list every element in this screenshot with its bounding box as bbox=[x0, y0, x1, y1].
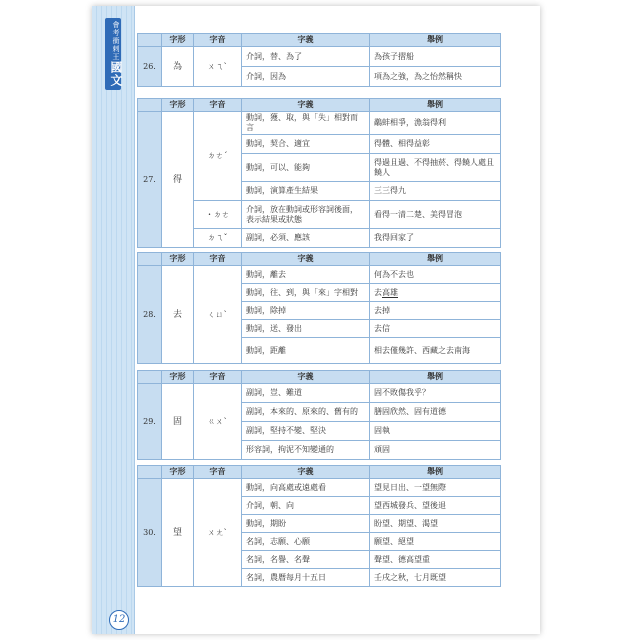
entry-character: 得 bbox=[162, 112, 194, 248]
meaning-cell: 名詞，志願、心願 bbox=[242, 533, 370, 551]
meaning-cell: 介詞，替、為了 bbox=[242, 47, 370, 67]
header-example: 舉例 bbox=[370, 34, 501, 47]
example-cell: 三三得九 bbox=[370, 182, 501, 201]
meaning-cell: 名詞，名譽、名聲 bbox=[242, 551, 370, 569]
table-header-row bbox=[138, 253, 501, 266]
entry-sound: ㄉㄜˊ bbox=[194, 112, 242, 201]
entry-number: 30. bbox=[138, 479, 162, 587]
book-label bbox=[105, 18, 121, 90]
entry-number: 27. bbox=[138, 112, 162, 248]
table-row bbox=[138, 479, 501, 497]
example-cell: 望見日出、一望無際 bbox=[370, 479, 501, 497]
meaning-cell: 副詞，本來的、原來的、舊有的 bbox=[242, 403, 370, 422]
example-cell: 項為之強，為之怡然稱快 bbox=[370, 67, 501, 87]
meaning-cell: 介詞，因為 bbox=[242, 67, 370, 87]
header-sound: 字音 bbox=[194, 34, 242, 47]
page-spine-decoration bbox=[92, 6, 135, 634]
header-char: 字形 bbox=[162, 253, 194, 266]
header-num bbox=[138, 253, 162, 266]
example-cell: 願望、絕望 bbox=[370, 533, 501, 551]
example-cell: 看得一清二楚、美得冒泡 bbox=[370, 201, 501, 229]
example-cell: 去信 bbox=[370, 320, 501, 338]
table-row bbox=[138, 266, 501, 284]
example-cell: 壬戌之秋，七月既望 bbox=[370, 569, 501, 587]
meaning-cell: 動詞，距離 bbox=[242, 338, 370, 364]
table-row bbox=[138, 47, 501, 67]
entry-sound: ㄑㄩˋ bbox=[194, 266, 242, 364]
example-cell: 固執 bbox=[370, 422, 501, 441]
header-meaning: 字義 bbox=[242, 371, 370, 384]
header-example: 舉例 bbox=[370, 466, 501, 479]
meaning-cell: 名詞，農曆每月十五日 bbox=[242, 569, 370, 587]
entry-sound: ・ㄉㄜ bbox=[194, 201, 242, 229]
example-cell: 去掉 bbox=[370, 302, 501, 320]
header-example: 舉例 bbox=[370, 253, 501, 266]
meaning-cell: 動詞，送、發出 bbox=[242, 320, 370, 338]
meaning-cell: 形容詞，拘泥不知變通的 bbox=[242, 441, 370, 460]
header-meaning: 字義 bbox=[242, 253, 370, 266]
meaning-cell: 動詞，可以、能夠 bbox=[242, 154, 370, 182]
header-char: 字形 bbox=[162, 99, 194, 112]
example-cell: 盼望、期望、渴望 bbox=[370, 515, 501, 533]
example-cell: 我得回家了 bbox=[370, 229, 501, 248]
page-number: 12 bbox=[109, 610, 129, 630]
meaning-cell: 介詞，朝、向 bbox=[242, 497, 370, 515]
book-series-label: 會考衝刺王 bbox=[112, 21, 120, 61]
header-char: 字形 bbox=[162, 371, 194, 384]
meaning-cell: 動詞，離去 bbox=[242, 266, 370, 284]
meaning-cell: 動詞，獲、取，與「失」相對而言 bbox=[242, 112, 370, 135]
header-num bbox=[138, 371, 162, 384]
entry-sound: ㄍㄨˋ bbox=[194, 384, 242, 460]
entry-sound: ㄉㄟˇ bbox=[194, 229, 242, 248]
entry-table-26 bbox=[137, 33, 501, 87]
table-row bbox=[138, 384, 501, 403]
entry-sound: ㄨㄤˋ bbox=[194, 479, 242, 587]
table-header-row bbox=[138, 34, 501, 47]
example-cell: 膳固欣然、固有道德 bbox=[370, 403, 501, 422]
underlined-example-text: 高雄 bbox=[382, 287, 398, 297]
entry-character: 去 bbox=[162, 266, 194, 364]
table-row bbox=[138, 112, 501, 135]
example-cell: 頑固 bbox=[370, 441, 501, 460]
entry-table-28 bbox=[137, 252, 501, 364]
example-cell: 望西城發兵、望後退 bbox=[370, 497, 501, 515]
entry-character: 為 bbox=[162, 47, 194, 87]
header-sound: 字音 bbox=[194, 371, 242, 384]
meaning-cell: 副詞，必須、應該 bbox=[242, 229, 370, 248]
example-cell: 得過且過、不得抽菸、得饒人處且饒人 bbox=[370, 154, 501, 182]
entry-table-27 bbox=[137, 98, 501, 248]
meaning-cell: 動詞，向高處或遠處看 bbox=[242, 479, 370, 497]
entry-number: 29. bbox=[138, 384, 162, 460]
meaning-cell: 動詞，往、到，與「來」字相對 bbox=[242, 284, 370, 302]
example-cell: 固不敗傷我乎？ bbox=[370, 384, 501, 403]
header-num bbox=[138, 34, 162, 47]
entry-character: 望 bbox=[162, 479, 194, 587]
table-header-row bbox=[138, 466, 501, 479]
header-char: 字形 bbox=[162, 34, 194, 47]
example-cell bbox=[370, 284, 501, 302]
header-example: 舉例 bbox=[370, 99, 501, 112]
meaning-cell: 動詞，契合、適宜 bbox=[242, 135, 370, 154]
example-cell: 何為不去也 bbox=[370, 266, 501, 284]
entry-number: 26. bbox=[138, 47, 162, 87]
book-subject-label: 國文 bbox=[109, 61, 123, 87]
header-meaning: 字義 bbox=[242, 466, 370, 479]
entry-table-30 bbox=[137, 465, 501, 587]
header-sound: 字音 bbox=[194, 99, 242, 112]
meaning-cell: 介詞，放在動詞或形容詞後面，表示結果或狀態 bbox=[242, 201, 370, 229]
meaning-cell: 動詞，期盼 bbox=[242, 515, 370, 533]
meaning-cell: 動詞，除掉 bbox=[242, 302, 370, 320]
header-num bbox=[138, 466, 162, 479]
entry-sound: ㄨㄟˋ bbox=[194, 47, 242, 87]
header-meaning: 字義 bbox=[242, 34, 370, 47]
header-example: 舉例 bbox=[370, 371, 501, 384]
example-text: 去 bbox=[374, 287, 382, 297]
header-sound: 字音 bbox=[194, 253, 242, 266]
example-cell: 鷸蚌相爭，漁翁得利 bbox=[370, 112, 501, 135]
entry-character: 固 bbox=[162, 384, 194, 460]
table-header-row bbox=[138, 99, 501, 112]
entry-table-29 bbox=[137, 370, 501, 460]
header-sound: 字音 bbox=[194, 466, 242, 479]
example-cell: 為孩子摺船 bbox=[370, 47, 501, 67]
header-char: 字形 bbox=[162, 466, 194, 479]
example-cell: 得體、相得益彰 bbox=[370, 135, 501, 154]
header-num bbox=[138, 99, 162, 112]
example-cell: 相去僅幾許、西藏之去南海 bbox=[370, 338, 501, 364]
meaning-cell: 副詞，豈、難道 bbox=[242, 384, 370, 403]
header-meaning: 字義 bbox=[242, 99, 370, 112]
meaning-cell: 副詞，堅持不變、堅決 bbox=[242, 422, 370, 441]
meaning-cell: 動詞，演算產生結果 bbox=[242, 182, 370, 201]
example-cell: 聲望、德高望重 bbox=[370, 551, 501, 569]
entry-number: 28. bbox=[138, 266, 162, 364]
table-header-row bbox=[138, 371, 501, 384]
